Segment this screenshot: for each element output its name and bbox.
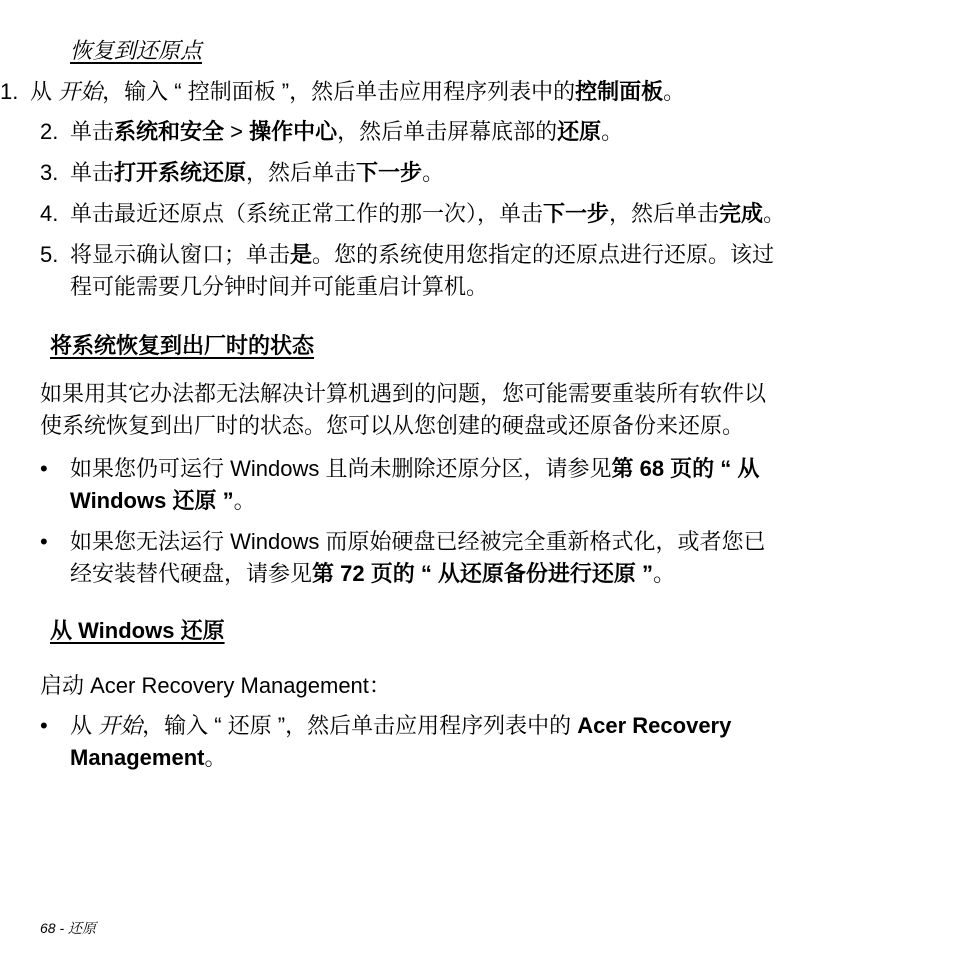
bullet-item <box>40 453 759 517</box>
step-text: 将显示确认窗口；单击 <box>70 242 291 267</box>
page-reference-link[interactable]: 第 68 页的 “ 从 <box>611 456 760 481</box>
factory-restore-paragraph <box>40 378 766 442</box>
bullet-line <box>40 558 765 590</box>
step-number: 1. <box>0 79 19 104</box>
bullet-text: 经安装替代硬盘，请参见 <box>70 561 313 586</box>
paragraph-line: 如果用其它办法都无法解决计算机遇到的问题，您可能需要重装所有软件以 <box>40 381 767 406</box>
bullet-text: 。 <box>204 745 227 770</box>
step-text: ，输入 “ 控制面板 ”，然后单击应用程序列表中的 <box>102 79 576 104</box>
restore-point-subheading: 恢复到还原点 <box>70 38 203 63</box>
step-bold-text: 打开系统还原 <box>114 160 247 185</box>
step-number: 5. <box>40 242 59 267</box>
step-3 <box>40 157 444 189</box>
step-line: 程可能需要几分钟时间并可能重启计算机。 <box>70 274 489 299</box>
step-text: ，然后单击屏幕底部的 <box>337 119 558 144</box>
step-bold-text: 是 <box>290 242 313 267</box>
page-footer: 68 - 还原 <box>40 920 97 936</box>
bullet-bold-text: Acer Recovery <box>577 713 732 738</box>
step-text: > <box>224 119 250 144</box>
step-bold-text: 完成 <box>719 201 764 226</box>
bullet-text: 从 <box>70 713 99 738</box>
bullet-line <box>40 453 759 485</box>
step-text: 。 <box>601 119 624 144</box>
step-number: 3. <box>40 160 59 185</box>
bullet-line <box>40 710 731 742</box>
bullet-line <box>40 742 731 774</box>
step-bold-text: 下一步 <box>356 160 423 185</box>
step-bold-text: 下一步 <box>543 201 610 226</box>
step-text: 从 <box>30 79 59 104</box>
step-text: ，然后单击 <box>246 160 357 185</box>
page-reference-link[interactable]: 第 72 页的 “ 从还原备份进行还原 ” <box>312 561 654 586</box>
bullet-text: 如果您仍可运行 Windows 且尚未删除还原分区，请参见 <box>70 456 612 481</box>
page-reference-link[interactable]: Windows 还原 ” <box>70 488 234 513</box>
step-number: 4. <box>40 201 59 226</box>
bullet-line: 如果您无法运行 Windows 而原始硬盘已经被完全重新格式化，或者您已 <box>70 529 766 554</box>
factory-restore-heading: 将系统恢复到出厂时的状态 <box>50 333 315 358</box>
step-italic-text: 开始 <box>58 79 103 104</box>
step-number: 2. <box>40 119 59 144</box>
step-text: 。 <box>663 79 686 104</box>
bullet-line <box>40 485 759 517</box>
paragraph-line: 使系统恢复到出厂时的状态。您可以从您创建的硬盘或还原备份来还原。 <box>40 413 745 438</box>
step-1 <box>0 76 685 108</box>
step-bold-text: 控制面板 <box>575 79 664 104</box>
step-text: 。 <box>422 160 445 185</box>
bullet-dot: • <box>40 713 48 738</box>
windows-restore-intro <box>40 670 391 702</box>
bullet-text: 。 <box>653 561 676 586</box>
step-text: 。 <box>763 201 786 226</box>
step-line <box>40 239 916 271</box>
step-text: 单击最近还原点（系统正常工作的那一次），单击 <box>70 201 544 226</box>
step-text: 。您的系统使用您指定的还原点进行还原。该过 <box>312 242 775 267</box>
bullet-italic-text: 开始 <box>98 713 143 738</box>
bullet-dot: • <box>40 529 48 554</box>
bullet-item <box>40 710 731 774</box>
step-bold-text: 操作中心 <box>249 119 338 144</box>
step-bold-text: 还原 <box>557 119 602 144</box>
step-text: 单击 <box>70 160 115 185</box>
bullet-item <box>40 526 765 590</box>
step-2 <box>40 116 623 148</box>
step-5 <box>40 239 916 303</box>
step-4 <box>40 198 785 230</box>
windows-restore-heading: 从 Windows 还原 <box>50 618 225 643</box>
paragraph-line: 启动 Acer Recovery Management： <box>40 673 391 698</box>
step-bold-text: 系统和安全 <box>114 119 225 144</box>
bullet-text: 。 <box>233 488 256 513</box>
step-text: 单击 <box>70 119 115 144</box>
bullet-dot: • <box>40 456 48 481</box>
bullet-text: ，输入 “ 还原 ”，然后单击应用程序列表中的 <box>142 713 578 738</box>
bullet-bold-text: Management <box>70 745 205 770</box>
step-text: ，然后单击 <box>609 201 720 226</box>
